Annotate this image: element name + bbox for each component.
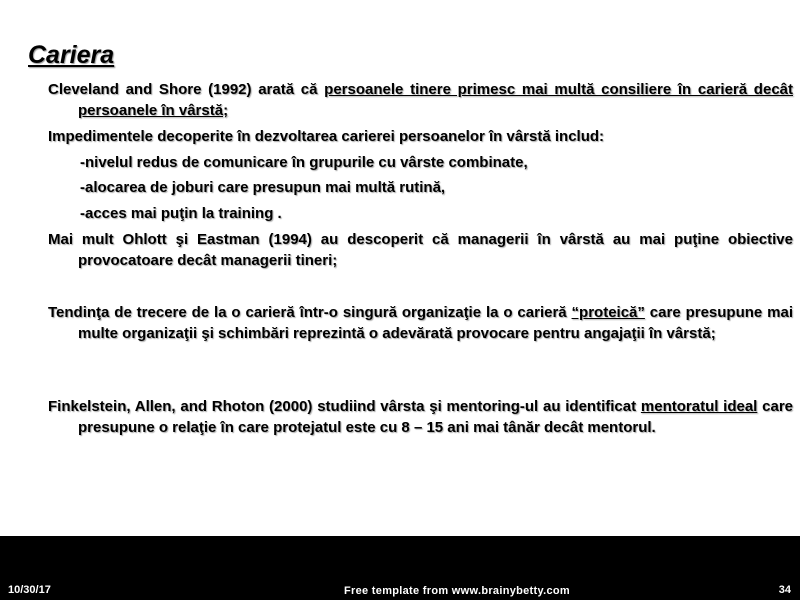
footer-bar bbox=[0, 536, 800, 600]
paragraph-ohlott-eastman: Mai mult Ohlott şi Eastman (1994) au descoperit că managerii în vârstă au mai puţine obiective provocatoare decât managerii tineri; bbox=[48, 231, 793, 269]
paragraph-protean-career bbox=[48, 302, 793, 344]
list-item: -nivelul redus de comunicare în grupurile cu vârste combinate, bbox=[80, 154, 528, 171]
paragraph-text: Cleveland and Shore (1992) arată că bbox=[48, 81, 325, 98]
paragraph-finkelstein bbox=[48, 396, 793, 438]
list-item: -alocarea de joburi care presupun mai multă rutină, bbox=[80, 179, 446, 196]
paragraph-impediments: Impedimentele decoperite în dezvoltarea carierei persoanelor în vârstă includ: bbox=[48, 128, 605, 145]
paragraph-text: Tendinţa de trecere de la o carieră într-o singură organizaţie la o carieră bbox=[48, 304, 572, 321]
paragraph-text: care presupune mai multe organizaţii şi schimbări reprezintă o adevărată provocare pentru angajaţii în vârstă; bbox=[78, 304, 793, 342]
slide-title: Cariera bbox=[28, 41, 115, 69]
list-item: -acces mai puţin la training . bbox=[80, 205, 282, 222]
footer-date: 10/30/17 bbox=[8, 584, 51, 596]
footer-credit: Free template from www.brainybetty.com bbox=[344, 585, 570, 597]
paragraph-text: care presupune o relaţie în care protejatul este cu 8 – 15 ani mai tânăr decât mentorul. bbox=[78, 398, 793, 436]
paragraph-cleveland-shore bbox=[48, 79, 793, 121]
page-number: 34 bbox=[778, 584, 791, 596]
paragraph-text: Finkelstein, Allen, and Rhoton (2000) studiind vârsta şi mentoring-ul au identificat bbox=[48, 398, 641, 415]
underlined-phrase: “proteică” bbox=[571, 304, 645, 321]
underlined-phrase: mentoratul ideal bbox=[640, 398, 758, 415]
underlined-phrase: persoanele tinere primesc mai multă consiliere în carieră decât persoanele în vârstă; bbox=[78, 81, 793, 119]
